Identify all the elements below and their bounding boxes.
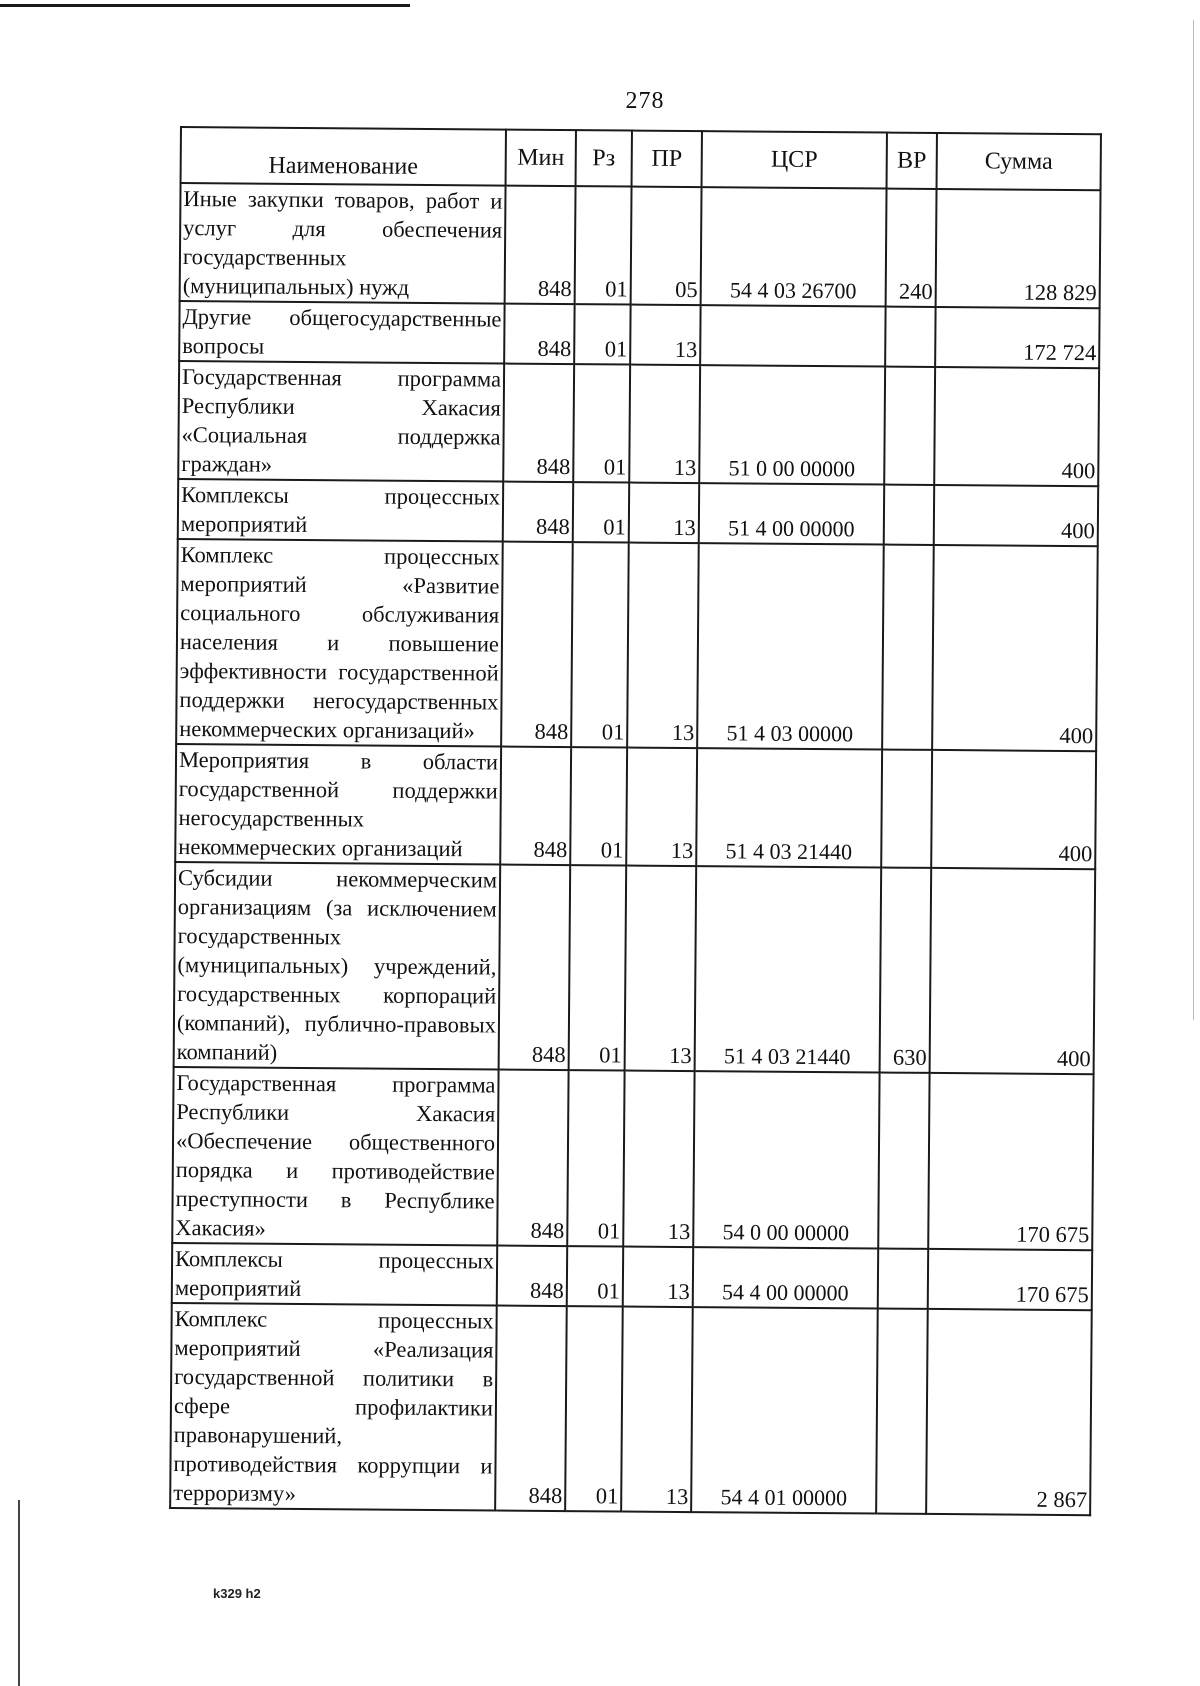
cell-vr: 630 xyxy=(880,868,932,1073)
cell-csr: 51 0 00 00000 xyxy=(699,365,885,484)
scan-edge-mark-top xyxy=(0,4,410,7)
cell-pr: 13 xyxy=(621,1307,693,1513)
cell-pr: 13 xyxy=(629,365,700,484)
table-body xyxy=(170,183,1100,1515)
cell-name: Комплексы процессных мероприятий xyxy=(178,479,503,542)
table-row xyxy=(176,539,1098,751)
cell-vr xyxy=(881,750,932,868)
cell-sum: 400 xyxy=(934,367,1099,486)
cell-csr xyxy=(700,305,885,366)
table-row xyxy=(180,183,1101,308)
cell-csr: 51 4 03 00000 xyxy=(697,543,884,749)
cell-name: Государственная программа Республики Хакасия «Социальная поддержка граждан» xyxy=(178,361,504,482)
cell-name: Комплекс процессных мероприятий «Развитие социального обслуживания населения и повышение эффективности государственной поддержки негосударственных некоммерческих организаций» xyxy=(176,539,503,747)
cell-name: Государственная программа Республики Хакасия «Обеспечение общественного порядка и противодействие преступности в Республике Хакасия» xyxy=(172,1067,498,1246)
cell-name: Комплексы процессных мероприятий xyxy=(172,1243,497,1306)
table-row xyxy=(178,479,1098,546)
cell-rz: 01 xyxy=(569,865,627,1070)
table-row xyxy=(179,301,1099,368)
table-row xyxy=(172,1067,1093,1250)
cell-min: 848 xyxy=(500,747,571,866)
scan-edge-mark-right xyxy=(1193,20,1194,1020)
cell-rz: 01 xyxy=(570,747,627,865)
scan-edge-mark-left xyxy=(18,1500,20,1686)
header-rz: Рз xyxy=(576,130,632,186)
cell-pr: 13 xyxy=(626,748,697,867)
cell-vr xyxy=(885,307,935,367)
cell-min: 848 xyxy=(497,1070,568,1247)
cell-name: Мероприятия в области государственной поддержки негосударственных некоммерческих организаций xyxy=(175,744,501,865)
cell-vr xyxy=(876,1309,928,1514)
cell-csr: 51 4 00 00000 xyxy=(699,483,884,544)
table-row xyxy=(174,862,1096,1074)
cell-name: Иные закупки товаров, работ и услуг для обеспечения государственных (муниципальных) нужд xyxy=(180,183,506,304)
cell-rz: 01 xyxy=(574,304,630,364)
cell-csr: 51 4 03 21440 xyxy=(696,748,882,867)
cell-rz: 01 xyxy=(571,542,629,747)
cell-min: 848 xyxy=(503,482,573,543)
cell-min: 848 xyxy=(501,542,573,748)
cell-sum: 400 xyxy=(931,750,1096,869)
cell-sum: 170 675 xyxy=(928,1073,1093,1250)
table-header xyxy=(181,127,1101,190)
cell-pr: 13 xyxy=(627,543,699,749)
table-row xyxy=(175,744,1096,869)
cell-pr: 13 xyxy=(629,483,699,544)
cell-csr: 54 4 01 00000 xyxy=(691,1307,878,1513)
cell-sum: 400 xyxy=(934,485,1098,546)
cell-name: Комплекс процессных мероприятий «Реализация государственной политики в сфере профилактики правонарушений, противодействия коррупции и терроризму» xyxy=(170,1303,497,1511)
cell-min: 848 xyxy=(499,865,571,1071)
cell-pr: 13 xyxy=(623,1071,694,1248)
cell-csr: 54 4 00 00000 xyxy=(693,1247,878,1308)
cell-csr: 54 4 03 26700 xyxy=(701,187,887,306)
cell-vr xyxy=(878,1073,929,1249)
cell-rz: 01 xyxy=(567,1246,623,1306)
table-row xyxy=(178,361,1099,486)
table-row xyxy=(170,1303,1092,1515)
document-code: k329 h2 xyxy=(213,1586,261,1601)
cell-name: Субсидии некоммерческим организациям (за исключением государственных (муниципальных) учреждений, государственных корпораций (компаний), публично-правовых компаний) xyxy=(174,862,501,1070)
header-pr: ПР xyxy=(632,131,702,188)
cell-vr xyxy=(878,1249,928,1309)
cell-sum: 128 829 xyxy=(936,189,1101,308)
cell-rz: 01 xyxy=(573,364,630,482)
header-sum: Сумма xyxy=(937,133,1101,190)
cell-min: 848 xyxy=(497,1246,567,1307)
page-number: 278 xyxy=(625,88,665,114)
cell-pr: 13 xyxy=(630,305,700,366)
cell-min: 848 xyxy=(495,1306,567,1512)
cell-sum: 400 xyxy=(930,868,1096,1074)
cell-sum: 2 867 xyxy=(926,1309,1092,1515)
cell-pr: 05 xyxy=(631,187,702,306)
header-row xyxy=(181,127,1101,190)
budget-table xyxy=(169,126,1102,1516)
header-min: Мин xyxy=(506,130,576,187)
table-row xyxy=(172,1243,1092,1310)
cell-pr: 13 xyxy=(625,866,697,1072)
cell-csr: 54 0 00 00000 xyxy=(693,1071,879,1248)
cell-pr: 13 xyxy=(623,1247,693,1308)
header-name: Наименование xyxy=(181,127,506,186)
cell-min: 848 xyxy=(504,304,574,365)
cell-csr: 51 4 03 21440 xyxy=(695,866,882,1072)
cell-min: 848 xyxy=(505,186,576,305)
cell-name: Другие общегосударственные вопросы xyxy=(179,301,504,364)
cell-sum: 172 724 xyxy=(935,307,1099,368)
cell-sum: 170 675 xyxy=(928,1249,1092,1310)
cell-rz: 01 xyxy=(565,1306,623,1511)
cell-sum: 400 xyxy=(932,545,1098,751)
cell-rz: 01 xyxy=(573,482,629,542)
cell-rz: 01 xyxy=(567,1070,624,1246)
cell-vr: 240 xyxy=(886,189,937,307)
header-vr: ВР xyxy=(887,133,937,189)
cell-vr xyxy=(884,485,934,545)
cell-rz: 01 xyxy=(575,186,632,304)
header-csr: ЦСР xyxy=(702,131,887,188)
cell-vr xyxy=(884,367,935,485)
cell-vr xyxy=(882,545,934,750)
cell-min: 848 xyxy=(503,364,574,483)
